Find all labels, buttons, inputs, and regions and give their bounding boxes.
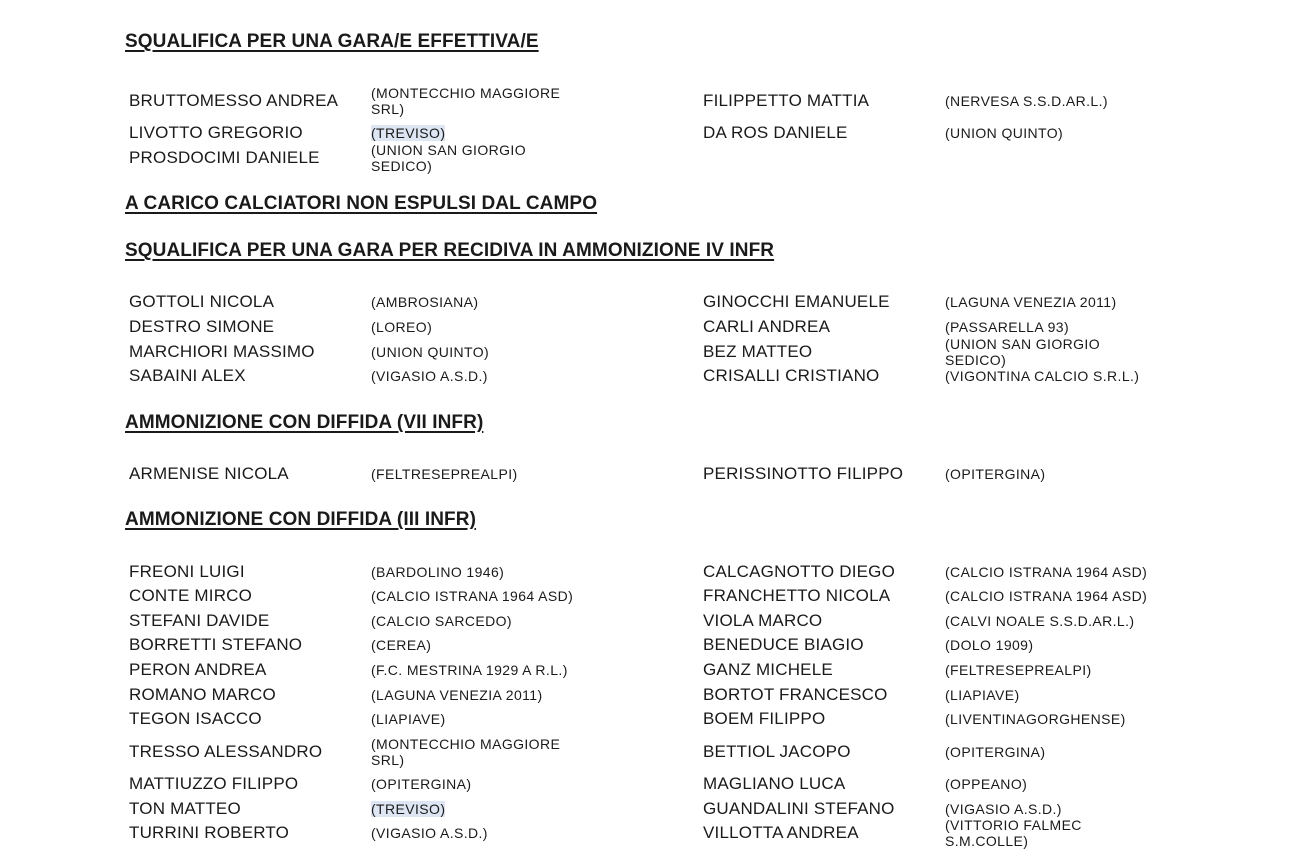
- player-name: BETTIOL JACOPO: [703, 742, 851, 761]
- club-name: (FELTRESEPREALPI): [371, 466, 518, 482]
- player-name: MAGLIANO LUCA: [703, 774, 846, 793]
- club-name: (VIGASIO A.S.D.): [945, 801, 1062, 817]
- player-name: VIOLA MARCO: [703, 611, 823, 630]
- club-name: (UNION SAN GIORGIO SEDICO): [945, 336, 1100, 368]
- table-row: [0, 659, 1311, 681]
- table-row: [0, 463, 1311, 485]
- club-name: (CEREA): [371, 637, 432, 653]
- player-name: GANZ MICHELE: [703, 660, 833, 679]
- club-name: (VIGASIO A.S.D.): [371, 825, 488, 841]
- section-heading-squalifica-effettiva: SQUALIFICA PER UNA GARA/E EFFETTIVA/E: [125, 31, 539, 52]
- player-name: VILLOTTA ANDREA: [703, 823, 859, 842]
- club-name: (LAGUNA VENEZIA 2011): [371, 687, 543, 703]
- club-name: (DOLO 1909): [945, 637, 1034, 653]
- player-name: DA ROS DANIELE: [703, 123, 848, 142]
- club-name: (VIGASIO A.S.D.): [371, 368, 488, 384]
- player-name: MARCHIORI MASSIMO: [129, 342, 315, 361]
- player-name: CRISALLI CRISTIANO: [703, 366, 880, 385]
- player-name: GINOCCHI EMANUELE: [703, 292, 890, 311]
- player-name: ROMANO MARCO: [129, 685, 276, 704]
- table-row: [0, 684, 1311, 706]
- club-name: (CALCIO ISTRANA 1964 ASD): [945, 588, 1148, 604]
- player-name: TON MATTEO: [129, 799, 241, 818]
- section-heading-recidiva-iv: SQUALIFICA PER UNA GARA PER RECIDIVA IN AMMONIZIONE IV INFR: [125, 240, 775, 261]
- section-heading-diffida-iii: AMMONIZIONE CON DIFFIDA (III INFR): [125, 509, 476, 530]
- club-name: (CALCIO SARCEDO): [371, 613, 512, 629]
- player-name: PERON ANDREA: [129, 660, 267, 679]
- player-name: TRESSO ALESSANDRO: [129, 742, 323, 761]
- player-name: CALCAGNOTTO DIEGO: [703, 562, 896, 581]
- club-name: (UNION QUINTO): [945, 125, 1064, 141]
- table-row: [0, 86, 1311, 116]
- table-row: [0, 736, 1311, 768]
- player-name: BOEM FILIPPO: [703, 709, 826, 728]
- club-name: (LIVENTINAGORGHENSE): [945, 711, 1126, 727]
- table-row: [0, 142, 1311, 174]
- player-name: LIVOTTO GREGORIO: [129, 123, 303, 142]
- club-name-highlighted: (TREVISO): [371, 801, 446, 817]
- club-name: [371, 798, 591, 820]
- club-name: (NERVESA S.S.D.AR.L.): [945, 93, 1108, 109]
- table-row: [0, 585, 1311, 607]
- club-name: (LAGUNA VENEZIA 2011): [945, 294, 1117, 310]
- club-name-highlighted: (TREVISO): [371, 125, 446, 141]
- player-name: FREONI LUIGI: [129, 562, 245, 581]
- player-name: PERISSINOTTO FILIPPO: [703, 464, 904, 483]
- club-name: (PASSARELLA 93): [945, 319, 1070, 335]
- club-name: (OPITERGINA): [371, 776, 472, 792]
- player-name: PROSDOCIMI DANIELE: [129, 148, 320, 167]
- player-name: TEGON ISACCO: [129, 709, 262, 728]
- player-name: BRUTTOMESSO ANDREA: [129, 91, 339, 110]
- player-name: GUANDALINI STEFANO: [703, 799, 895, 818]
- club-name: (VITTORIO FALMEC S.M.COLLE): [945, 817, 1082, 849]
- player-name: ARMENISE NICOLA: [129, 464, 289, 483]
- player-name: CARLI ANDREA: [703, 317, 831, 336]
- player-name: SABAINI ALEX: [129, 366, 246, 385]
- club-name: (OPITERGINA): [945, 466, 1046, 482]
- club-name: [371, 122, 591, 144]
- table-row: [0, 634, 1311, 656]
- section-heading-diffida-vii: AMMONIZIONE CON DIFFIDA (VII INFR): [125, 412, 484, 433]
- club-name: (VIGONTINA CALCIO S.R.L.): [945, 368, 1140, 384]
- club-name: (CALCIO ISTRANA 1964 ASD): [945, 564, 1148, 580]
- club-name: (MONTECCHIO MAGGIORE SRL): [371, 85, 561, 117]
- player-name: BORTOT FRANCESCO: [703, 685, 888, 704]
- table-row: [0, 316, 1311, 338]
- club-name: (UNION SAN GIORGIO SEDICO): [371, 142, 526, 174]
- player-name: MATTIUZZO FILIPPO: [129, 774, 299, 793]
- club-name: (AMBROSIANA): [371, 294, 479, 310]
- club-name: (MONTECCHIO MAGGIORE SRL): [371, 736, 561, 768]
- player-name: CONTE MIRCO: [129, 586, 253, 605]
- table-row: [0, 122, 1311, 144]
- player-name: DESTRO SIMONE: [129, 317, 275, 336]
- club-name: (OPPEANO): [945, 776, 1028, 792]
- table-row: [0, 708, 1311, 730]
- player-name: STEFANI DAVIDE: [129, 611, 270, 630]
- table-row: [0, 561, 1311, 583]
- club-name: [945, 147, 1165, 169]
- club-name: (CALCIO ISTRANA 1964 ASD): [371, 588, 574, 604]
- club-name: (LIAPIAVE): [945, 687, 1020, 703]
- club-name: (OPITERGINA): [945, 744, 1046, 760]
- table-row: [0, 336, 1311, 368]
- club-name: (FELTRESEPREALPI): [945, 662, 1092, 678]
- club-name: (BARDOLINO 1946): [371, 564, 505, 580]
- player-name: BORRETTI STEFANO: [129, 635, 303, 654]
- player-name: FILIPPETTO MATTIA: [703, 91, 870, 110]
- club-name: (UNION QUINTO): [371, 344, 490, 360]
- table-row: [0, 773, 1311, 795]
- player-name: BEZ MATTEO: [703, 342, 813, 361]
- table-row: [0, 365, 1311, 387]
- player-name: GOTTOLI NICOLA: [129, 292, 275, 311]
- club-name: (F.C. MESTRINA 1929 A R.L.): [371, 662, 568, 678]
- player-name: FRANCHETTO NICOLA: [703, 586, 891, 605]
- club-name: (CALVI NOALE S.S.D.AR.L.): [945, 613, 1135, 629]
- section-heading-non-espulsi: A CARICO CALCIATORI NON ESPULSI DAL CAMPO: [125, 193, 598, 214]
- table-row: [0, 610, 1311, 632]
- table-row: [0, 291, 1311, 313]
- player-name: BENEDUCE BIAGIO: [703, 635, 864, 654]
- table-row: [0, 817, 1311, 849]
- club-name: (LIAPIAVE): [371, 711, 446, 727]
- player-name: TURRINI ROBERTO: [129, 823, 290, 842]
- club-name: (LOREO): [371, 319, 433, 335]
